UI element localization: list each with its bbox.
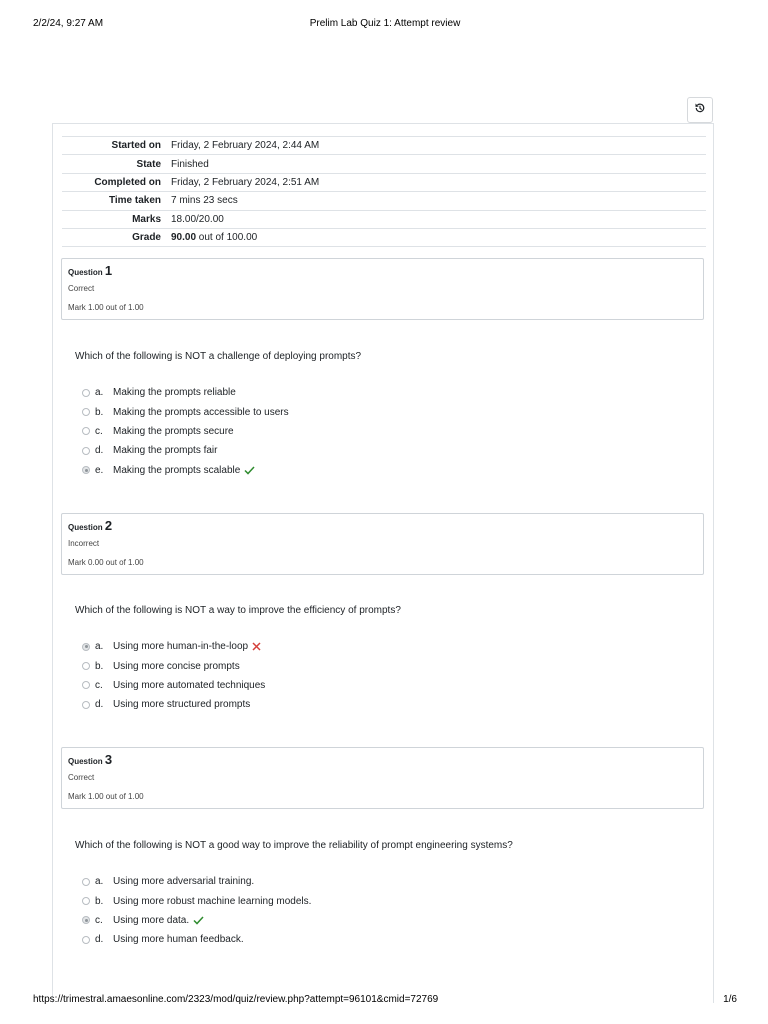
summary-value: Friday, 2 February 2024, 2:51 AM bbox=[171, 176, 320, 188]
answer-option-selected[interactable]: c. Using more data. bbox=[80, 911, 311, 930]
answer-list bbox=[80, 637, 265, 715]
radio-button-checked[interactable] bbox=[82, 466, 90, 474]
question-state: Incorrect bbox=[68, 539, 100, 548]
radio-button[interactable] bbox=[82, 681, 90, 689]
summary-label: Completed on bbox=[94, 176, 161, 188]
answer-list bbox=[80, 872, 311, 950]
radio-button[interactable] bbox=[82, 936, 90, 944]
radio-button-checked[interactable] bbox=[82, 916, 90, 924]
summary-value bbox=[166, 228, 706, 246]
summary-label: Grade bbox=[132, 232, 161, 244]
restore-button[interactable] bbox=[687, 97, 713, 123]
question-mark: Mark 1.00 out of 1.00 bbox=[68, 792, 144, 801]
question-text: Which of the following is NOT a good way to improve the reliability of prompt engineering systems? bbox=[75, 840, 513, 851]
question-number: Question 2 bbox=[68, 518, 113, 533]
answer-option[interactable]: b. Using more concise prompts bbox=[80, 656, 265, 675]
radio-button[interactable] bbox=[82, 427, 90, 435]
radio-button[interactable] bbox=[82, 878, 90, 886]
summary-row-grade bbox=[62, 228, 706, 246]
answer-list bbox=[80, 383, 289, 480]
answer-option[interactable]: b. Making the prompts accessible to users bbox=[80, 402, 289, 421]
summary-value: Friday, 2 February 2024, 2:44 AM bbox=[171, 140, 320, 152]
page-number: 1/6 bbox=[723, 994, 737, 1005]
answer-option-selected[interactable]: e. Making the prompts scalable bbox=[80, 461, 289, 480]
question-info-1 bbox=[61, 258, 704, 320]
radio-button[interactable] bbox=[82, 701, 90, 709]
radio-button-checked[interactable] bbox=[82, 643, 90, 651]
radio-button[interactable] bbox=[82, 662, 90, 670]
summary-row-state bbox=[62, 155, 706, 173]
check-icon bbox=[244, 466, 255, 475]
print-date: 2/2/24, 9:27 AM bbox=[33, 18, 104, 29]
summary-row-time bbox=[62, 192, 706, 210]
radio-button[interactable] bbox=[82, 897, 90, 905]
question-info-3 bbox=[61, 747, 704, 809]
question-state: Correct bbox=[68, 284, 95, 293]
cross-icon bbox=[252, 642, 261, 651]
radio-button[interactable] bbox=[82, 447, 90, 455]
question-number: Question 1 bbox=[68, 263, 113, 278]
attempt-summary-table bbox=[62, 136, 706, 247]
summary-value: 7 mins 23 secs bbox=[171, 195, 238, 207]
answer-option[interactable]: a. Using more adversarial training. bbox=[80, 872, 311, 891]
summary-label: Time taken bbox=[108, 195, 161, 207]
question-mark: Mark 0.00 out of 1.00 bbox=[68, 558, 144, 567]
summary-value: 18.00/20.00 bbox=[171, 213, 224, 225]
question-text: Which of the following is NOT a challenge of deploying prompts? bbox=[75, 351, 362, 362]
summary-row-started bbox=[62, 137, 706, 155]
print-footer bbox=[33, 994, 737, 1008]
grade-out-of: out of 100.00 bbox=[196, 232, 258, 244]
print-title: Prelim Lab Quiz 1: Attempt review bbox=[309, 18, 461, 29]
radio-button[interactable] bbox=[82, 389, 90, 397]
answer-option-selected[interactable]: a. Using more human-in-the-loop bbox=[80, 637, 265, 656]
answer-option[interactable]: a. Making the prompts reliable bbox=[80, 383, 289, 402]
summary-label: Started on bbox=[111, 140, 161, 152]
summary-row-marks bbox=[62, 210, 706, 228]
summary-label: State bbox=[136, 158, 161, 170]
question-number: Question 3 bbox=[68, 752, 113, 767]
history-icon bbox=[694, 101, 706, 119]
answer-option[interactable]: d. Making the prompts fair bbox=[80, 441, 289, 460]
answer-option[interactable]: d. Using more human feedback. bbox=[80, 930, 311, 949]
answer-option[interactable]: c. Making the prompts secure bbox=[80, 422, 289, 441]
summary-label: Marks bbox=[132, 213, 161, 225]
answer-option[interactable]: b. Using more robust machine learning models. bbox=[80, 891, 311, 910]
print-header bbox=[33, 18, 737, 32]
check-icon bbox=[193, 916, 204, 925]
answer-option[interactable]: d. Using more structured prompts bbox=[80, 695, 265, 714]
grade-score: 90.00 bbox=[171, 232, 197, 244]
question-info-2 bbox=[61, 513, 704, 575]
question-state: Correct bbox=[68, 773, 95, 782]
question-text: Which of the following is NOT a way to improve the efficiency of prompts? bbox=[75, 605, 401, 616]
question-mark: Mark 1.00 out of 1.00 bbox=[68, 303, 144, 312]
summary-row-completed bbox=[62, 173, 706, 191]
answer-option[interactable]: c. Using more automated techniques bbox=[80, 676, 265, 695]
summary-value: Finished bbox=[171, 158, 209, 170]
page-url: https://trimestral.amaesonline.com/2323/mod/quiz/review.php?attempt=96101&cmid=72769 bbox=[33, 994, 439, 1005]
radio-button[interactable] bbox=[82, 408, 90, 416]
